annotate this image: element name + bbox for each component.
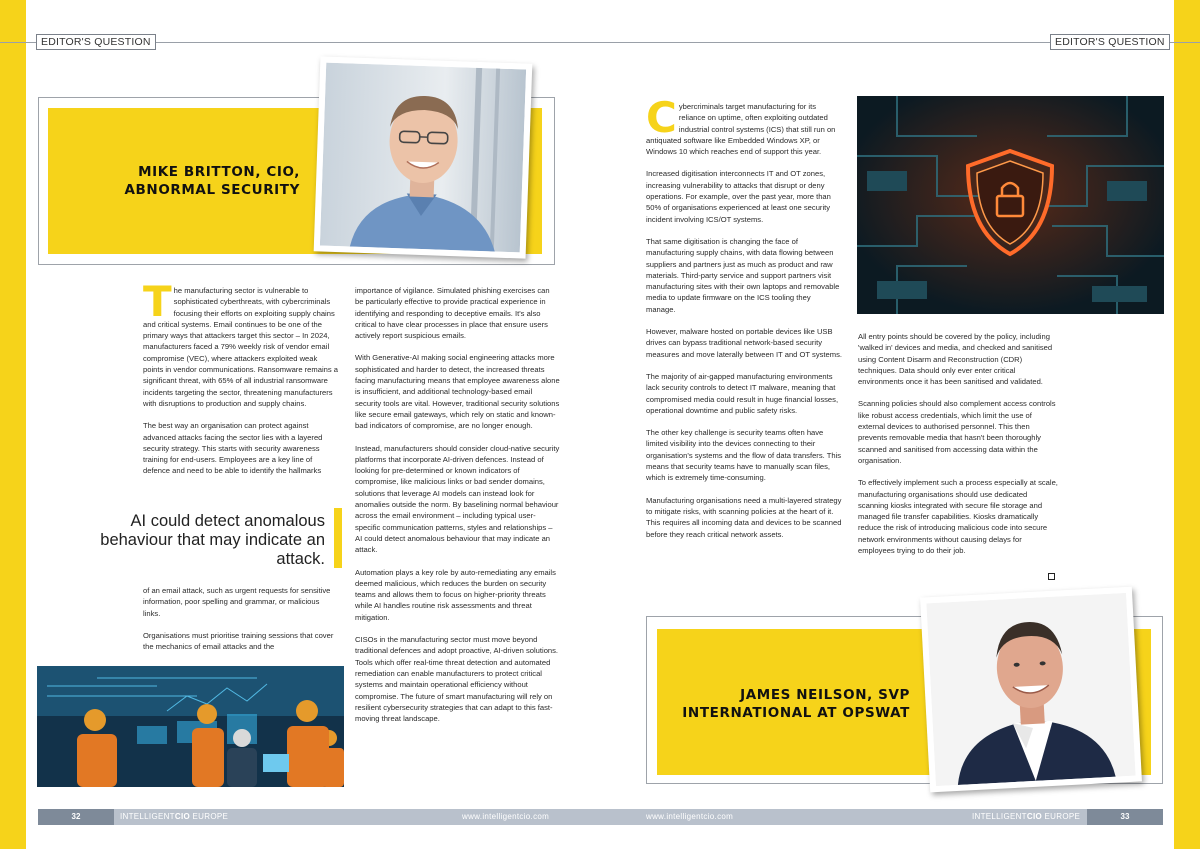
footer-brand-left: INTELLIGENTCIO EUROPE: [120, 812, 229, 821]
paragraph: of an email attack, such as urgent requests for sensitive information, poor spelling and grammar, or malicious links.: [143, 586, 331, 618]
article-left-column-1-continued: [143, 585, 338, 663]
portrait-image: [926, 593, 1135, 786]
profile-name-james: JAMES NEILSON, SVP INTERNATIONAL AT OPSWAT: [682, 687, 910, 721]
header-rule-right: [600, 42, 1052, 43]
factory-workers-image: [37, 666, 344, 787]
profile-name-mike: MIKE BRITTON, CIO, ABNORMAL SECURITY: [124, 164, 300, 198]
circuit-shield-illustration: [857, 96, 1164, 314]
paragraph: CISOs in the manufacturing sector must move beyond traditional defences and adopt proactive, AI-driven solutions. Tools which offer real-time threat detection and automated remediation can enable manufacturers to protect critical systems and maintain operational efficiency without compromise. The future of smart manufacturing will rely on resilient cybersecurity strategies that can adapt to this fast-moving threat landscape.: [355, 635, 559, 724]
paragraph: Manufacturing organisations need a multi-layered strategy to mitigate risks, with scanning policies at the heart of it. This requires all incoming data and devices to be scanned before they reach critical network assets.: [646, 495, 842, 539]
left-page-edge: [0, 0, 26, 849]
header-rule-left: [146, 42, 600, 43]
paragraph: That same digitisation is changing the face of manufacturing supply chains, with data flowing between suppliers and partners just as much as product and raw materials. Third-party service and support partners visit manufacturing sites with their own laptops and removable media to update firmware on the ICS tooling they manage.: [646, 236, 840, 314]
paragraph: Scanning policies should also complement access controls like robust access credentials, which limit the use of external devices to authorised personnel. This then prevents removable media that hasn't been thoroughly scanned and sanitised from accessing data within the organisation.: [858, 399, 1056, 465]
paragraph: he manufacturing sector is vulnerable to sophisticated cyberthreats, with cybercriminals focusing their efforts on exploiting supply chains and critical systems. Email continues to be one of the primary ways that attackers target this sector – In 2024, manufacturers faced a 79% weekly risk of vendor email compromise (VEC), where attackers exploited weak points in vendor communications. Ransomware remains a significant threat, with 65% of all industrial ransomware incidents targeting the sector, threatening manufacturers with disruptions to production and supply chains.: [143, 286, 338, 408]
paragraph: However, malware hosted on portable devices like USB drives can bypass traditional network-based security measures and move laterally between IT and OT systems.: [646, 327, 842, 359]
article-left-column-2: [355, 285, 560, 735]
paragraph: The other key challenge is security teams often have limited visibility into the devices connecting to their organisation's systems and the flow of data transfers. This means that security teams have to manually scan files, which is extremely time-consuming.: [646, 428, 842, 483]
right-page-edge: [1174, 0, 1200, 849]
paragraph: To effectively implement such a process especially at scale, manufacturing organisations should use dedicated scanning kiosks integrated with secure file storage and managed file transfer capabilities. Kiosks dramatically reduce the risk of introducing malicious code into secure network environments without causing delays for employees trying to do their job.: [858, 478, 1058, 556]
portrait-mike-britton: [314, 56, 533, 258]
drop-cap-c: C: [646, 93, 677, 142]
pull-quote: AI could detect anomalous behaviour that may indicate an attack.: [100, 512, 325, 568]
paragraph: All entry points should be covered by the policy, including 'walked in' devices and media, and checked and sanitised using Content Disarm and Reconstruction (CDR) techniques. Data should only ever enter critical environments once it has been sanitised and validated.: [858, 332, 1053, 387]
paragraph: Organisations must prioritise training sessions that cover the mechanics of email attacks and the: [143, 630, 334, 652]
paragraph: Automation plays a key role by auto-remediating any emails deemed malicious, which reduces the burden on security teams and allows them to focus on higher-priority threats while AI handles routine risk assessments and threat mitigation.: [355, 567, 556, 622]
pull-quote-bar: [334, 508, 342, 568]
paragraph: The majority of air-gapped manufacturing environments lack security controls to detect IT malware, meaning that compromised media could result in huge financial losses, operational downtime and public safety risks.: [646, 371, 839, 415]
page-number-right: 33: [1087, 809, 1163, 825]
paragraph: importance of vigilance. Simulated phishing exercises can be particularly effective to provide practical experience in identifying and responding to deceptive emails. It's also critical to have clear processes in place that ensure users actively report suspicious emails.: [355, 286, 550, 341]
portrait-james-neilson: [920, 587, 1142, 793]
factory-workers-illustration: [37, 666, 344, 787]
section-tag-right: EDITOR'S QUESTION: [1050, 34, 1170, 50]
section-tag-left: EDITOR'S QUESTION: [36, 34, 156, 50]
end-of-article-square-icon: [1048, 573, 1055, 580]
drop-cap-t: T: [143, 277, 172, 326]
cybersecurity-shield-image: [857, 96, 1164, 314]
footer-url-right[interactable]: www.intelligentcio.com: [646, 812, 734, 821]
paragraph: The best way an organisation can protect against advanced attacks facing the sector lies with a layered security strategy. This starts with security awareness training for end-users. Employees are a key line of defence and need to be able to identify the hallmarks: [143, 421, 323, 476]
header-rule-left-outer: [0, 42, 40, 43]
footer-url-left[interactable]: www.intelligentcio.com: [462, 812, 550, 821]
paragraph: ybercriminals target manufacturing for its reliance on uptime, often exploiting outdated industrial control systems (ICS) that still run on antiquated software like Embedded Windows XP, or Windows 10 which reaches end of support this year.: [646, 102, 836, 157]
paragraph: Increased digitisation interconnects IT and OT zones, increasing vulnerability to attacks that disrupt or deny operations. For example, over the past year, more than 50% of organisations experienced at least one security incident involving ICS/OT systems.: [646, 169, 831, 224]
paragraph: With Generative-AI making social engineering attacks more sophisticated and harder to detect, the increased threats facing manufacturing means that employee awareness alone is insufficient, and additional technology-based email security tools are vital. However, traditional security solutions like secure email gateways, which rely on static and known-bad indicators of compromise, are no longer enough.: [355, 353, 560, 431]
footer-brand-right: INTELLIGENTCIO EUROPE: [972, 812, 1081, 821]
paragraph: Instead, manufacturers should consider cloud-native security platforms that incorporate AI-driven defences. Instead of looking for pre-determined or known indicators of compromise, like malicious links or bad sender domains, solutions that leverage AI models can instead look for anomalies outside the norm. By baselining normal behaviour across the email environment – including typical user-specific communication patterns, styles and relationships – AI could detect anomalous behaviour that may indicate an attack.: [355, 443, 560, 555]
article-right-column-1: [646, 93, 842, 551]
article-left-column-1: [143, 277, 338, 488]
page-number-left: 32: [38, 809, 114, 825]
portrait-image: [320, 63, 526, 253]
article-right-column-2: [858, 331, 1058, 567]
